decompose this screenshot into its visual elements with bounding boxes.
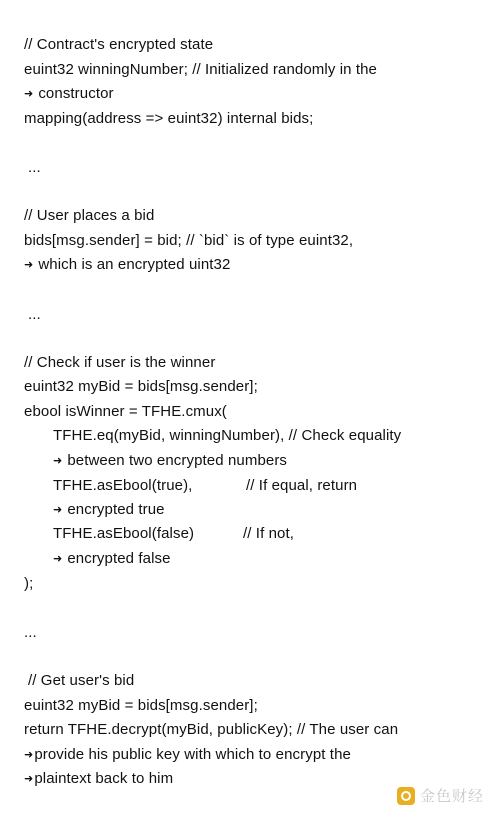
wrap-arrow-icon: ➜ xyxy=(24,88,34,100)
wrap-arrow-icon: ➜ xyxy=(53,553,63,565)
code-line-text: which is an encrypted uint32 xyxy=(38,256,231,273)
wrap-arrow-icon: ➜ xyxy=(24,773,34,785)
watermark-text: 金色财经 xyxy=(419,787,484,805)
code-line-text: between two encrypted numbers xyxy=(67,452,288,469)
code-line: // Contract's encrypted state xyxy=(24,36,214,53)
code-line: euint32 winningNumber; // Initialized randomly in the xyxy=(24,61,377,78)
code-line-text: encrypted false xyxy=(67,550,171,567)
wrap-arrow-icon: ➜ xyxy=(53,504,63,516)
wrap-arrow-icon: ➜ xyxy=(24,259,34,271)
code-comment: // If not, xyxy=(243,525,295,542)
code-line: TFHE.asEbool(false) xyxy=(53,525,195,542)
code-line-wrapped xyxy=(53,549,171,569)
code-line: TFHE.eq(myBid, winningNumber), // Check equality xyxy=(53,427,402,444)
code-line: // Get user's bid xyxy=(28,672,135,689)
code-line: return TFHE.decrypt(myBid, publicKey); // The user can xyxy=(24,721,399,738)
code-line: ); xyxy=(24,575,34,592)
wrap-arrow-icon: ➜ xyxy=(24,749,34,761)
code-line: euint32 myBid = bids[msg.sender]; xyxy=(24,697,258,714)
code-line: // User places a bid xyxy=(24,207,155,224)
code-ellipsis: ... xyxy=(28,159,41,176)
watermark xyxy=(397,785,484,806)
code-line-text: plaintext back to him xyxy=(34,770,174,787)
code-line: bids[msg.sender] = bid; // `bid` is of type euint32, xyxy=(24,232,354,249)
code-line-wrapped xyxy=(24,84,114,104)
code-line: mapping(address => euint32) internal bids; xyxy=(24,110,314,127)
code-line-text: provide his public key with which to encrypt the xyxy=(34,746,351,763)
code-line-text: constructor xyxy=(38,85,114,102)
brand-logo-icon xyxy=(397,787,415,805)
code-line: ebool isWinner = TFHE.cmux( xyxy=(24,403,227,420)
code-ellipsis: ... xyxy=(28,306,41,323)
code-line-wrapped xyxy=(24,255,230,275)
code-line-wrapped xyxy=(24,745,351,765)
wrap-arrow-icon: ➜ xyxy=(53,455,63,467)
code-line-wrapped xyxy=(53,451,287,471)
code-line: // Check if user is the winner xyxy=(24,354,216,371)
code-line: TFHE.asEbool(true), xyxy=(53,477,193,494)
code-line-wrapped xyxy=(24,769,173,789)
code-line-text: encrypted true xyxy=(67,501,165,518)
code-line-wrapped xyxy=(53,500,165,520)
code-comment: // If equal, return xyxy=(246,477,358,494)
code-line: euint32 myBid = bids[msg.sender]; xyxy=(24,378,258,395)
code-ellipsis: ... xyxy=(24,624,37,641)
